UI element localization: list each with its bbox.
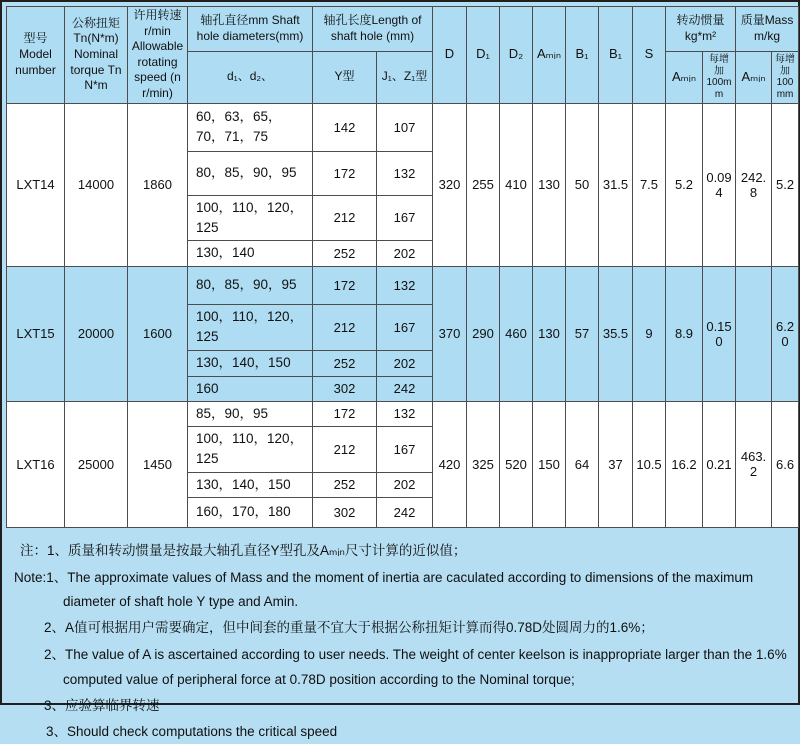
th-Amin: Aₘᵢₙ (533, 7, 566, 104)
jz-type-length-cell: 107 (377, 103, 433, 151)
B1-cell: 50 (566, 103, 599, 267)
th-D2: D₂ (500, 7, 533, 104)
y-type-length-cell: 212 (313, 305, 377, 351)
th-S: S (633, 7, 666, 104)
mass-Amin-cell: 463.2 (736, 401, 772, 527)
y-type-length-cell: 252 (313, 241, 377, 267)
D1-cell: 255 (467, 103, 500, 267)
th-j1-z1-type: J₁、Z₁型 (377, 51, 433, 103)
Amin-cell: 130 (533, 267, 566, 402)
y-type-length-cell: 142 (313, 103, 377, 151)
inertia-Amin-cell: 8.9 (666, 267, 703, 402)
shaft-diameters-cell: 100，110，120，125 (188, 427, 313, 473)
allowable-speed-cell: 1860 (128, 103, 188, 267)
th-mass-Amin: Aₘᵢₙ (736, 51, 772, 103)
jz-type-length-cell: 132 (377, 151, 433, 195)
model-number-cell: LXT16 (7, 401, 65, 527)
allowable-speed-cell: 1600 (128, 267, 188, 402)
Amin-cell: 130 (533, 103, 566, 267)
note-line: Note:1、The approximate values of Mass and the moment of inertia are caculated according to dimensions of the maximum diameter of shaft hole Y type and Amin. (14, 569, 754, 610)
th-D: D (433, 7, 467, 104)
inertia-Amin-cell: 16.2 (666, 401, 703, 527)
coupling-spec-table (6, 6, 799, 528)
B1-cell: 64 (566, 401, 599, 527)
shaft-diameters-cell: 100，110，120，125 (188, 195, 313, 241)
th-mass-group: 质量Mass m/kg (736, 7, 799, 52)
B1-2-cell: 35.5 (599, 267, 633, 402)
shaft-diameters-cell: 160，170，180 (188, 497, 313, 527)
shaft-diameters-cell: 85，90，95 (188, 401, 313, 426)
B1-2-cell: 37 (599, 401, 633, 527)
shaft-diameters-cell: 100，110，120，125 (188, 305, 313, 351)
model-number-cell: LXT15 (7, 267, 65, 402)
jz-type-length-cell: 167 (377, 195, 433, 241)
inertia-per-100mm-cell: 0.21 (703, 401, 736, 527)
y-type-length-cell: 212 (313, 195, 377, 241)
shaft-diameters-cell: 160 (188, 376, 313, 401)
B1-2-cell: 31.5 (599, 103, 633, 267)
mass-Amin-cell (736, 267, 772, 402)
footnotes (6, 540, 794, 744)
y-type-length-cell: 252 (313, 472, 377, 497)
D-cell: 420 (433, 401, 467, 527)
group-lxt15 (7, 267, 799, 402)
th-inertia-per-100mm: 每增加 100mm (703, 51, 736, 103)
y-type-length-cell: 172 (313, 151, 377, 195)
mass-per-100mm-cell: 6.6 (772, 401, 799, 527)
mass-per-100mm-cell: 6.20 (772, 267, 799, 402)
note-line: 3、应验算临界转速 (44, 697, 160, 713)
th-shaft-hole-diameters: 轴孔直径mm Shaft hole diameters(mm) (188, 7, 313, 52)
note-line: 2、A值可根据用户需要确定，但中间套的重量不宜大于根据公称扭矩计算而得0.78D处圆周力的1.6%； (44, 620, 654, 636)
jz-type-length-cell: 202 (377, 241, 433, 267)
shaft-diameters-cell: 130，140，150 (188, 472, 313, 497)
S-cell: 9 (633, 267, 666, 402)
inertia-per-100mm-cell: 0.150 (703, 267, 736, 402)
shaft-diameters-cell: 130，140，150 (188, 350, 313, 376)
inertia-Amin-cell: 5.2 (666, 103, 703, 267)
D2-cell: 460 (500, 267, 533, 402)
nominal-torque-cell: 25000 (65, 401, 128, 527)
mass-Amin-cell: 242.8 (736, 103, 772, 267)
y-type-length-cell: 172 (313, 267, 377, 305)
jz-type-length-cell: 132 (377, 267, 433, 305)
th-speed: 许用转速 r/min Allowable rotating speed (n r/min) (128, 7, 188, 104)
th-d1-d2: d₁、d₂、 (188, 51, 313, 103)
jz-type-length-cell: 132 (377, 401, 433, 426)
jz-type-length-cell: 202 (377, 350, 433, 376)
allowable-speed-cell: 1450 (128, 401, 188, 527)
B1-cell: 57 (566, 267, 599, 402)
note-line: 3、Should check computations the critical speed (46, 723, 338, 739)
th-model: 型号 Model number (7, 7, 65, 104)
th-mass-per-100mm: 每增加 100mm (772, 51, 799, 103)
inertia-per-100mm-cell: 0.094 (703, 103, 736, 267)
shaft-diameters-cell: 130，140 (188, 241, 313, 267)
note-line: 2、The value of A is ascertained according to user needs. The weight of center keelson is inappropriate larger than the 1.6% computed value of peripheral force at 0.78D position according to the Nominal torque; (44, 647, 787, 687)
y-type-length-cell: 302 (313, 497, 377, 527)
th-D1: D₁ (467, 7, 500, 104)
y-type-length-cell: 172 (313, 401, 377, 426)
y-type-length-cell: 302 (313, 376, 377, 401)
note-line: 注：1、质量和转动惯量是按最大轴孔直径Y型孔及Aₘᵢₙ尺寸计算的近似值； (20, 542, 467, 558)
jz-type-length-cell: 242 (377, 497, 433, 527)
D2-cell: 410 (500, 103, 533, 267)
th-y-type: Y型 (313, 51, 377, 103)
jz-type-length-cell: 167 (377, 305, 433, 351)
group-lxt16 (7, 401, 799, 527)
shaft-diameters-cell: 60，63，65，70，71，75 (188, 103, 313, 151)
model-number-cell: LXT14 (7, 103, 65, 267)
D-cell: 320 (433, 103, 467, 267)
nominal-torque-cell: 20000 (65, 267, 128, 402)
th-B1-2: B₁ (599, 7, 633, 104)
mass-per-100mm-cell: 5.2 (772, 103, 799, 267)
th-inertia-Amin: Aₘᵢₙ (666, 51, 703, 103)
shaft-diameters-cell: 80，85，90，95 (188, 151, 313, 195)
Amin-cell: 150 (533, 401, 566, 527)
jz-type-length-cell: 242 (377, 376, 433, 401)
jz-type-length-cell: 202 (377, 472, 433, 497)
th-inertia-group: 转动惯量 kg*m² (666, 7, 736, 52)
y-type-length-cell: 212 (313, 427, 377, 473)
group-lxt14 (7, 103, 799, 267)
th-torque: 公称扭矩 Tn(N*m) Nominal torque Tn N*m (65, 7, 128, 104)
th-shaft-hole-length: 轴孔长度Length of shaft hole (mm) (313, 7, 433, 52)
shaft-diameters-cell: 80，85，90，95 (188, 267, 313, 305)
S-cell: 10.5 (633, 401, 666, 527)
y-type-length-cell: 252 (313, 350, 377, 376)
D1-cell: 290 (467, 267, 500, 402)
D2-cell: 520 (500, 401, 533, 527)
jz-type-length-cell: 167 (377, 427, 433, 473)
D-cell: 370 (433, 267, 467, 402)
th-B1: B₁ (566, 7, 599, 104)
D1-cell: 325 (467, 401, 500, 527)
S-cell: 7.5 (633, 103, 666, 267)
nominal-torque-cell: 14000 (65, 103, 128, 267)
